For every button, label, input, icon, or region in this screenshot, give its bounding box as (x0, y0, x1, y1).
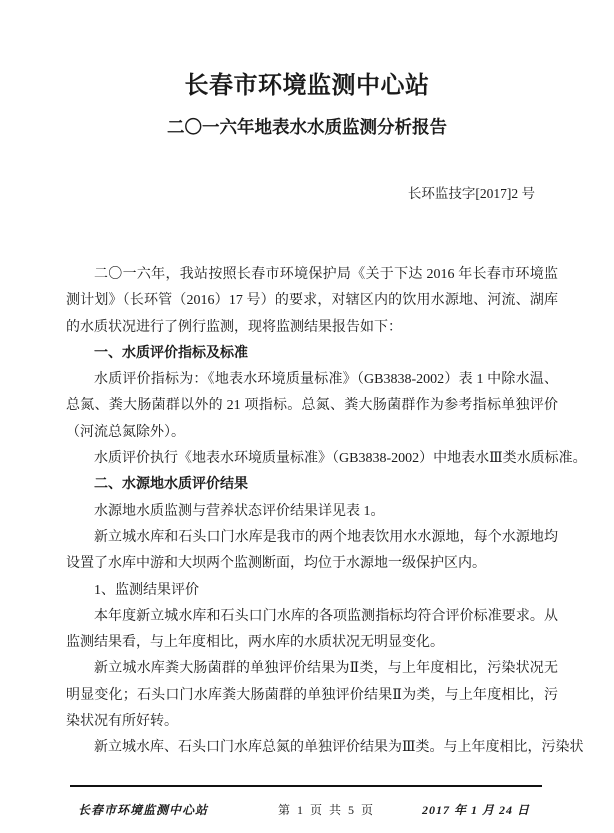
paragraph-table-ref: 水源地水质监测与营养状态评价结果详见表 1。 (94, 503, 385, 519)
section-heading-1: 一、水质评价指标及标准 (94, 345, 248, 361)
paragraph-intro: 二〇一六年，我站按照长春市环境保护局《关于下达 2016 年长春市环境监测计划》（长环管（2016）17 号）的要求，对辖区内的饮用水源地、河流、湖库的水质状况进行了例行监测，现将监测结果报告如下： (66, 267, 558, 335)
paragraph-eval-indicators: 水质评价指标为：《地表水环境质量标准》（GB3838-2002）表 1 中除水温、总氮、粪大肠菌群以外的 21 项指标。总氮、粪大肠菌群作为参考指标单独评价（河流总氮除外）。 (66, 372, 558, 440)
footer-date: 2017 年 1 月 24 日 (421, 803, 530, 817)
report-subtitle: 二〇一六年地表水水质监测分析报告 (167, 117, 447, 137)
paragraph-eval-standard: 水质评价执行《地表水环境质量标准》（GB3838-2002）中地表水Ⅲ类水质标准。 (94, 451, 587, 467)
subsection-heading-monitoring-results: 1、监测结果评价 (94, 582, 199, 598)
page-title: 长春市环境监测中心站 (184, 72, 430, 99)
paragraph-reservoirs-intro: 新立城水库和石头口门水库是我市的两个地表饮用水水源地，每个水源地均设置了水库中游和大坝两个监测断面，均位于水源地一级保护区内。 (66, 529, 558, 572)
section-heading-2: 二、水源地水质评价结果 (94, 477, 248, 493)
paragraph-annual-results: 本年度新立城水库和石头口门水库的各项监测指标均符合评价标准要求。从监测结果看，与上年度相比，两水库的水质状况无明显变化。 (66, 608, 558, 651)
paragraph-total-nitrogen-truncated: 新立城水库、石头口门水库总氮的单独评价结果为Ⅲ类。与上年度相比，污染状 (94, 740, 584, 756)
document-number: 长环监技字[2017]2 号 (407, 186, 535, 201)
page-footer (0, 798, 614, 822)
footer-org-name: 长春市环境监测中心站 (78, 803, 209, 817)
paragraph-coliform-eval: 新立城水库粪大肠菌群的单独评价结果为Ⅱ类，与上年度相比，污染状况无明显变化；石头口门水库粪大肠菌群的单独评价结果Ⅱ为类，与上年度相比，污染状况有所好转。 (66, 661, 558, 730)
footer-divider (70, 785, 542, 787)
footer-page-number: 第 1 页 共 5 页 (278, 803, 376, 817)
report-body (66, 262, 587, 762)
